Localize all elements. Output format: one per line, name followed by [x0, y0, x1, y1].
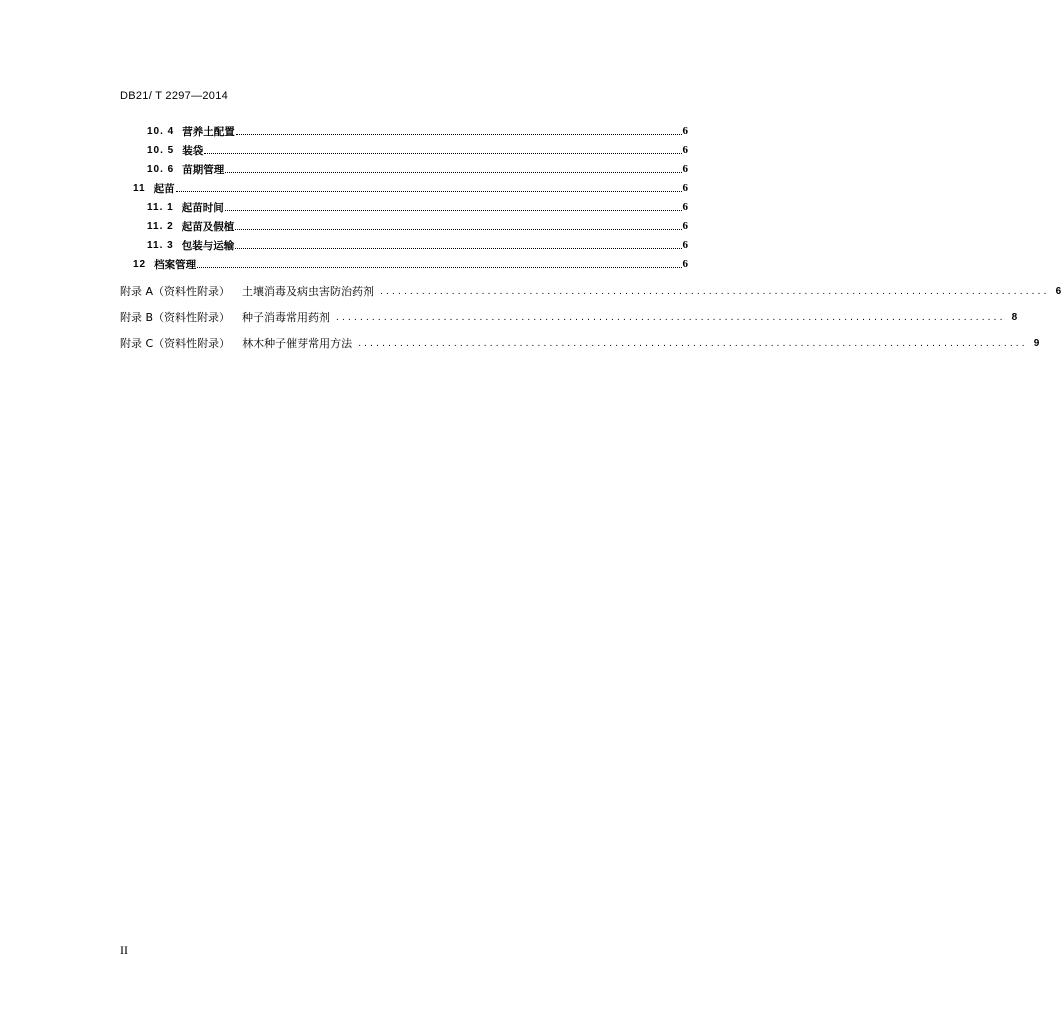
toc-number: 10. 4	[147, 126, 175, 137]
toc-number: 10. 5	[147, 145, 175, 156]
toc-page-number: 6	[682, 144, 688, 156]
toc-number: 11. 2	[147, 221, 174, 232]
appendix-leader: ................................................................................................................	[380, 286, 1050, 297]
appendix-entry[interactable]	[120, 333, 1040, 350]
toc-title: 起苗时间	[181, 201, 224, 214]
toc-title: 苗期管理	[182, 163, 225, 176]
toc-leader	[236, 133, 682, 135]
toc-number: 11	[133, 183, 146, 194]
toc-leader	[225, 209, 682, 211]
toc-entry[interactable]	[147, 159, 688, 175]
toc-entry[interactable]	[147, 121, 688, 137]
appendix-label: 附录 B（资料性附录）	[120, 311, 231, 324]
toc-entry[interactable]	[133, 254, 688, 270]
toc-number: 12	[133, 259, 147, 270]
toc-page-number: 6	[682, 258, 688, 270]
toc-page-number: 6	[682, 201, 688, 213]
toc-number: 11. 3	[147, 240, 174, 251]
appendix-page-number: 6	[1055, 286, 1061, 297]
appendix-title: 种子消毒常用药剂	[242, 311, 331, 324]
toc-leader	[176, 190, 682, 192]
toc-leader	[197, 266, 681, 268]
toc-page-number: 6	[682, 220, 688, 232]
toc-title: 装袋	[182, 144, 204, 157]
toc-title: 档案管理	[154, 258, 197, 271]
appendix-page-number: 9	[1033, 338, 1040, 349]
toc-title: 起苗	[153, 182, 175, 195]
toc-page-number: 6	[682, 239, 688, 251]
appendix-entry[interactable]	[120, 281, 1061, 298]
toc-number: 10. 6	[147, 164, 175, 175]
toc-leader	[225, 171, 681, 173]
toc-title: 营养土配置	[182, 125, 235, 138]
toc-page-number: 6	[682, 182, 688, 194]
appendix-page-number: 8	[1011, 312, 1018, 323]
appendix-title: 土壤消毒及病虫害防治药剂	[242, 285, 375, 298]
toc-leader	[204, 152, 681, 154]
toc-title: 起苗及假植	[181, 220, 235, 233]
toc-entry[interactable]	[133, 178, 688, 194]
toc-number: 11. 1	[147, 202, 174, 213]
appendix-title: 林木种子催芽常用方法	[242, 337, 353, 350]
toc-page-number: 6	[682, 125, 688, 137]
appendix-label: 附录 A（资料性附录）	[120, 285, 231, 298]
toc-page-number: 6	[682, 163, 688, 175]
document-id: DB21/ T 2297—2014	[120, 90, 229, 102]
page-number-footer: II	[120, 943, 128, 957]
toc-leader	[235, 228, 681, 230]
appendix-leader: ................................................................................................................	[358, 338, 1028, 349]
toc-entry[interactable]	[147, 216, 688, 232]
toc-entry[interactable]	[147, 235, 688, 251]
appendix-leader: ................................................................................................................	[336, 312, 1006, 323]
toc-entry[interactable]	[147, 140, 688, 156]
appendix-entry[interactable]	[120, 307, 1018, 324]
toc-title: 包装与运输	[181, 239, 235, 252]
appendix-label: 附录 C（资料性附录）	[120, 337, 231, 350]
toc-leader	[235, 247, 681, 249]
toc-entry[interactable]	[147, 197, 688, 213]
